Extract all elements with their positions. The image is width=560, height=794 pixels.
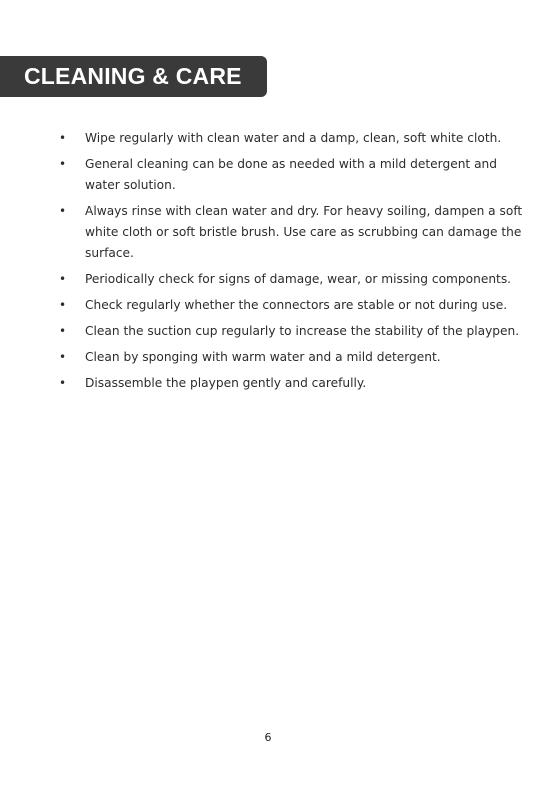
list-item	[57, 373, 532, 394]
bullet-icon: •	[59, 298, 67, 312]
list-item-text: Wipe regularly with clean water and a damp, clean, soft white cloth.	[85, 131, 502, 145]
list-item	[57, 128, 532, 149]
page-number: 6	[264, 731, 272, 744]
care-list	[57, 128, 532, 399]
list-item	[57, 154, 532, 196]
bullet-icon: •	[59, 324, 67, 338]
list-item-text: Periodically check for signs of damage, wear, or missing components.	[85, 272, 512, 286]
list-item-text: Check regularly whether the connectors are stable or not during use.	[85, 298, 508, 312]
list-item	[57, 201, 532, 264]
bullet-icon: •	[59, 204, 67, 218]
list-item-text: Clean the suction cup regularly to increase the stability of the playpen.	[85, 324, 520, 338]
bullet-icon: •	[59, 131, 67, 145]
bullet-icon: •	[59, 376, 67, 390]
bullet-icon: •	[59, 157, 67, 171]
bullet-icon: •	[59, 350, 67, 364]
list-item	[57, 295, 532, 316]
list-item	[57, 347, 532, 368]
list-item-text: Always rinse with clean water and dry. For heavy soiling, dampen a soft white cloth or soft bristle brush. Use care as scrubbing can damage the surface.	[85, 204, 523, 260]
section-title: CLEANING & CARE	[24, 63, 242, 89]
list-item-text: General cleaning can be done as needed with a mild detergent and water solution.	[85, 157, 498, 192]
bullet-icon: •	[59, 272, 67, 286]
list-item-text: Clean by sponging with warm water and a mild detergent.	[85, 350, 441, 364]
list-item-text: Disassemble the playpen gently and carefully.	[85, 376, 367, 390]
list-item	[57, 269, 532, 290]
section-header	[0, 56, 267, 97]
list-item	[57, 321, 532, 342]
